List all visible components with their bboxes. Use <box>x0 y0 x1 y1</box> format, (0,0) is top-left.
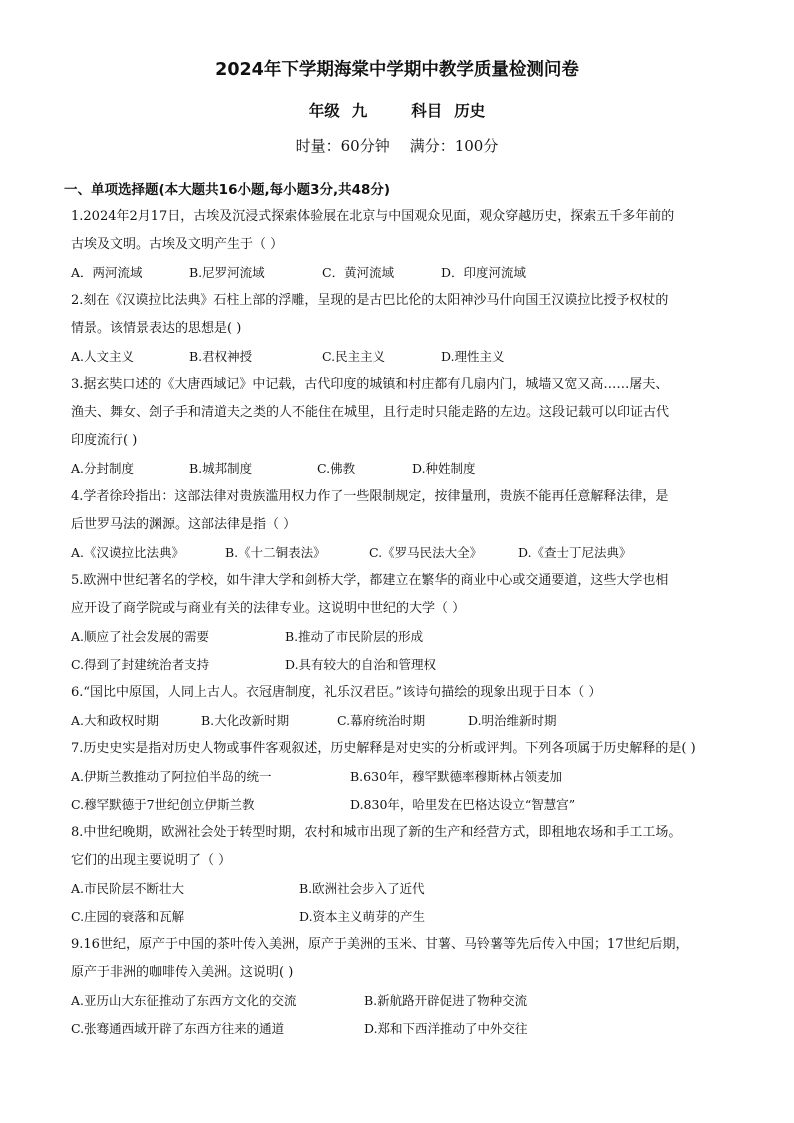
question-text-line: 3.据玄奘口述的《大唐西域记》中记载，古代印度的城镇和村庄都有几扇内门，城墙又宽又高……屠夫、 <box>71 377 669 392</box>
option-row <box>71 455 731 483</box>
question-3 <box>71 371 731 483</box>
question-text-line: 4.学者徐玲指出：这部法律对贵族滥用权力作了一些限制规定，按律量刑，贵族不能再任意解释法律，是 <box>71 489 669 504</box>
grade-label: 年级 <box>308 101 340 120</box>
answer-option[interactable]: B.城邦制度 <box>189 461 253 476</box>
question-text-line: 8.中世纪晚期，欧洲社会处于转型时期，农村和城市出现了新的生产和经营方式，即租地农场和手工工场。 <box>71 825 682 840</box>
option-row <box>71 259 731 287</box>
question-text-line: 9.16世纪，原产于中国的茶叶传入美洲，原产于美洲的玉米、甘薯、马铃薯等先后传入中国；17世纪后期， <box>71 937 689 952</box>
answer-option[interactable]: C．黄河流域 <box>322 265 395 280</box>
page-title: 2024年下学期海棠中学期中教学质量检测问卷 <box>215 60 579 80</box>
answer-option[interactable]: A.《汉谟拉比法典》 <box>71 545 185 560</box>
option-row <box>71 707 731 735</box>
answer-option[interactable]: C.《罗马民法大全》 <box>369 545 483 560</box>
question-8 <box>71 819 731 931</box>
answer-option[interactable]: A.大和政权时期 <box>71 713 160 728</box>
answer-option[interactable]: D.明治维新时期 <box>468 713 557 728</box>
question-text-line: 它们的出现主要说明了（ ） <box>71 853 232 868</box>
question-5 <box>71 567 731 679</box>
full-score: 满分：100分 <box>409 137 499 155</box>
answer-option[interactable]: D.资本主义萌芽的产生 <box>299 909 426 924</box>
answer-option[interactable]: B.推动了市民阶层的形成 <box>285 629 424 644</box>
answer-option[interactable]: D.郑和下西洋推动了中外交往 <box>364 1021 528 1036</box>
question-6 <box>71 679 731 735</box>
option-row <box>71 1015 731 1043</box>
question-1 <box>71 203 731 287</box>
answer-option[interactable]: B.君权神授 <box>189 349 253 364</box>
answer-option[interactable]: B.大化改新时期 <box>201 713 290 728</box>
option-row <box>71 343 731 371</box>
answer-option[interactable]: C.穆罕默德于7世纪创立伊斯兰教 <box>71 797 255 812</box>
answer-option[interactable]: C.庄园的衰落和瓦解 <box>71 909 185 924</box>
answer-option[interactable]: A.顺应了社会发展的需要 <box>71 629 210 644</box>
option-row <box>71 623 731 651</box>
question-text-line: 情景。该情景表达的思想是( ) <box>71 321 242 336</box>
subject-label: 科目 <box>411 101 443 120</box>
question-text-line: 后世罗马法的渊源。这部法律是指（ ） <box>71 517 297 532</box>
time-limit: 时量：60分钟 <box>295 137 390 155</box>
question-text-line: 1.2024年2月17日，古埃及沉浸式探索体验展在北京与中国观众见面，观众穿越历史，探索五千多年前的 <box>71 209 675 224</box>
answer-option[interactable]: C.幕府统治时期 <box>337 713 426 728</box>
question-7 <box>71 735 731 819</box>
option-row <box>71 791 731 819</box>
answer-option[interactable]: B.尼罗河流域 <box>189 265 265 280</box>
answer-option[interactable]: A.分封制度 <box>71 461 135 476</box>
question-text-line: 原产于非洲的咖啡传入美洲。这说明( ) <box>71 965 294 980</box>
answer-option[interactable]: D.种姓制度 <box>412 461 476 476</box>
answer-option[interactable]: D．印度河流域 <box>441 265 527 280</box>
option-row <box>71 651 731 679</box>
option-row <box>71 875 731 903</box>
question-text-line: 印度流行( ) <box>71 433 138 448</box>
answer-option[interactable]: C.佛教 <box>317 461 356 476</box>
exam-time-score <box>0 135 794 156</box>
option-row <box>71 539 731 567</box>
question-2 <box>71 287 731 371</box>
question-text-line: 6.“国比中原国，人同上古人。衣冠唐制度，礼乐汉君臣。”该诗句描绘的现象出现于日本（ ） <box>71 685 602 700</box>
grade-value: 九 <box>351 101 368 120</box>
question-text-line: 2.刻在《汉谟拉比法典》石柱上部的浮雕，呈现的是古巴比伦的太阳神沙马什向国王汉谟拉比授予权杖的 <box>71 293 669 308</box>
question-text-line: 应开设了商学院或与商业有关的法律专业。这说明中世纪的大学（ ） <box>71 601 466 616</box>
answer-option[interactable]: B.欧洲社会步入了近代 <box>299 881 425 896</box>
exam-subheader <box>0 99 794 121</box>
answer-option[interactable]: B.《十二铜表法》 <box>225 545 326 560</box>
question-text-line: 7.历史史实是指对历史人物或事件客观叙述，历史解释是对史实的分析或评判。下列各项属于历史解释的是( ) <box>71 741 696 756</box>
answer-option[interactable]: A.人文主义 <box>71 349 135 364</box>
answer-option[interactable]: A.市民阶层不断壮大 <box>71 881 185 896</box>
answer-option[interactable]: C.得到了封建统治者支持 <box>71 657 210 672</box>
answer-option[interactable]: C.民主主义 <box>322 349 386 364</box>
answer-option[interactable]: D.理性主义 <box>441 349 505 364</box>
answer-option[interactable]: C.张骞通西域开辟了东西方往来的通道 <box>71 1021 285 1036</box>
section-title: 一、单项选择题(本大题共16小题,每小题3分,共48分) <box>64 182 391 198</box>
answer-option[interactable]: A．两河流域 <box>71 265 143 280</box>
option-row <box>71 987 731 1015</box>
question-text-line: 5.欧洲中世纪著名的学校，如牛津大学和剑桥大学，都建立在繁华的商业中心或交通要道，这些大学也相 <box>71 573 669 588</box>
question-4 <box>71 483 731 567</box>
answer-option[interactable]: A.亚历山大东征推动了东西方文化的交流 <box>71 993 297 1008</box>
question-list <box>71 203 731 1043</box>
question-text-line: 渔夫、舞女、刽子手和清道夫之类的人不能住在城里，且行走时只能走路的左边。这段记载可以印证古代 <box>71 405 670 420</box>
answer-option[interactable]: B.新航路开辟促进了物种交流 <box>364 993 528 1008</box>
answer-option[interactable]: B.630年，穆罕默德率穆斯林占领麦加 <box>350 769 563 784</box>
answer-option[interactable]: D.830年，哈里发在巴格达设立“智慧宫” <box>350 797 576 812</box>
answer-option[interactable]: D.具有较大的自治和管理权 <box>285 657 437 672</box>
answer-option[interactable]: D.《查士丁尼法典》 <box>518 545 632 560</box>
question-text-line: 古埃及文明。古埃及文明产生于（ ） <box>71 237 284 252</box>
subject-value: 历史 <box>454 101 486 120</box>
question-9 <box>71 931 731 1043</box>
answer-option[interactable]: A.伊斯兰教推动了阿拉伯半岛的统一 <box>71 769 272 784</box>
option-row <box>71 763 731 791</box>
option-row <box>71 903 731 931</box>
